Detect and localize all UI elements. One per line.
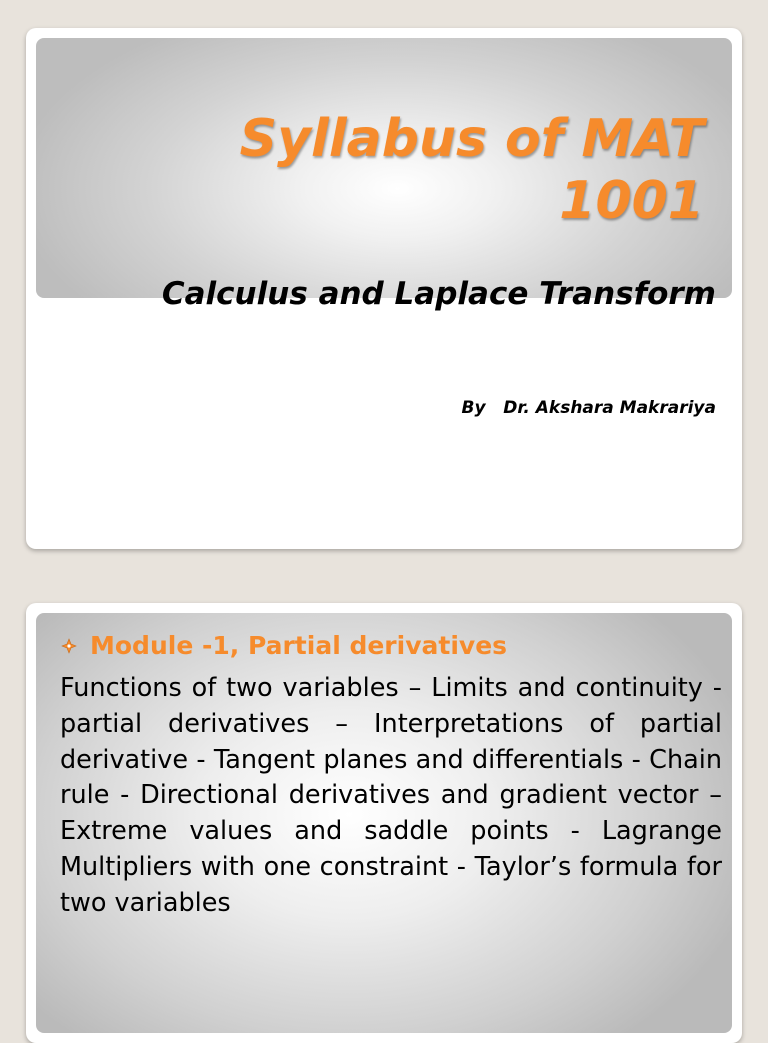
slide-title: Syllabus of MAT 1001 xyxy=(239,109,704,231)
slide-subtitle: Calculus and Laplace Transform xyxy=(161,276,716,312)
title-panel xyxy=(36,38,732,298)
module-title: Module -1, Partial derivatives xyxy=(90,631,508,660)
diamond-bullet-icon xyxy=(60,637,78,655)
module-description: Functions of two variables – Limits and continuity - partial derivatives – Interpretations of partial derivative - Tangent planes and differentials - Chain rule - Directional derivatives and gradient vector – Extreme values and saddle points - Lagrange Multipliers with one constraint - Taylor’s formula for two variables xyxy=(60,673,722,918)
module-slide xyxy=(26,603,742,1043)
content-panel xyxy=(36,613,732,1033)
author-line: By Dr. Akshara Makrariya xyxy=(461,398,716,418)
title-slide xyxy=(26,28,742,549)
module-heading xyxy=(60,631,507,660)
